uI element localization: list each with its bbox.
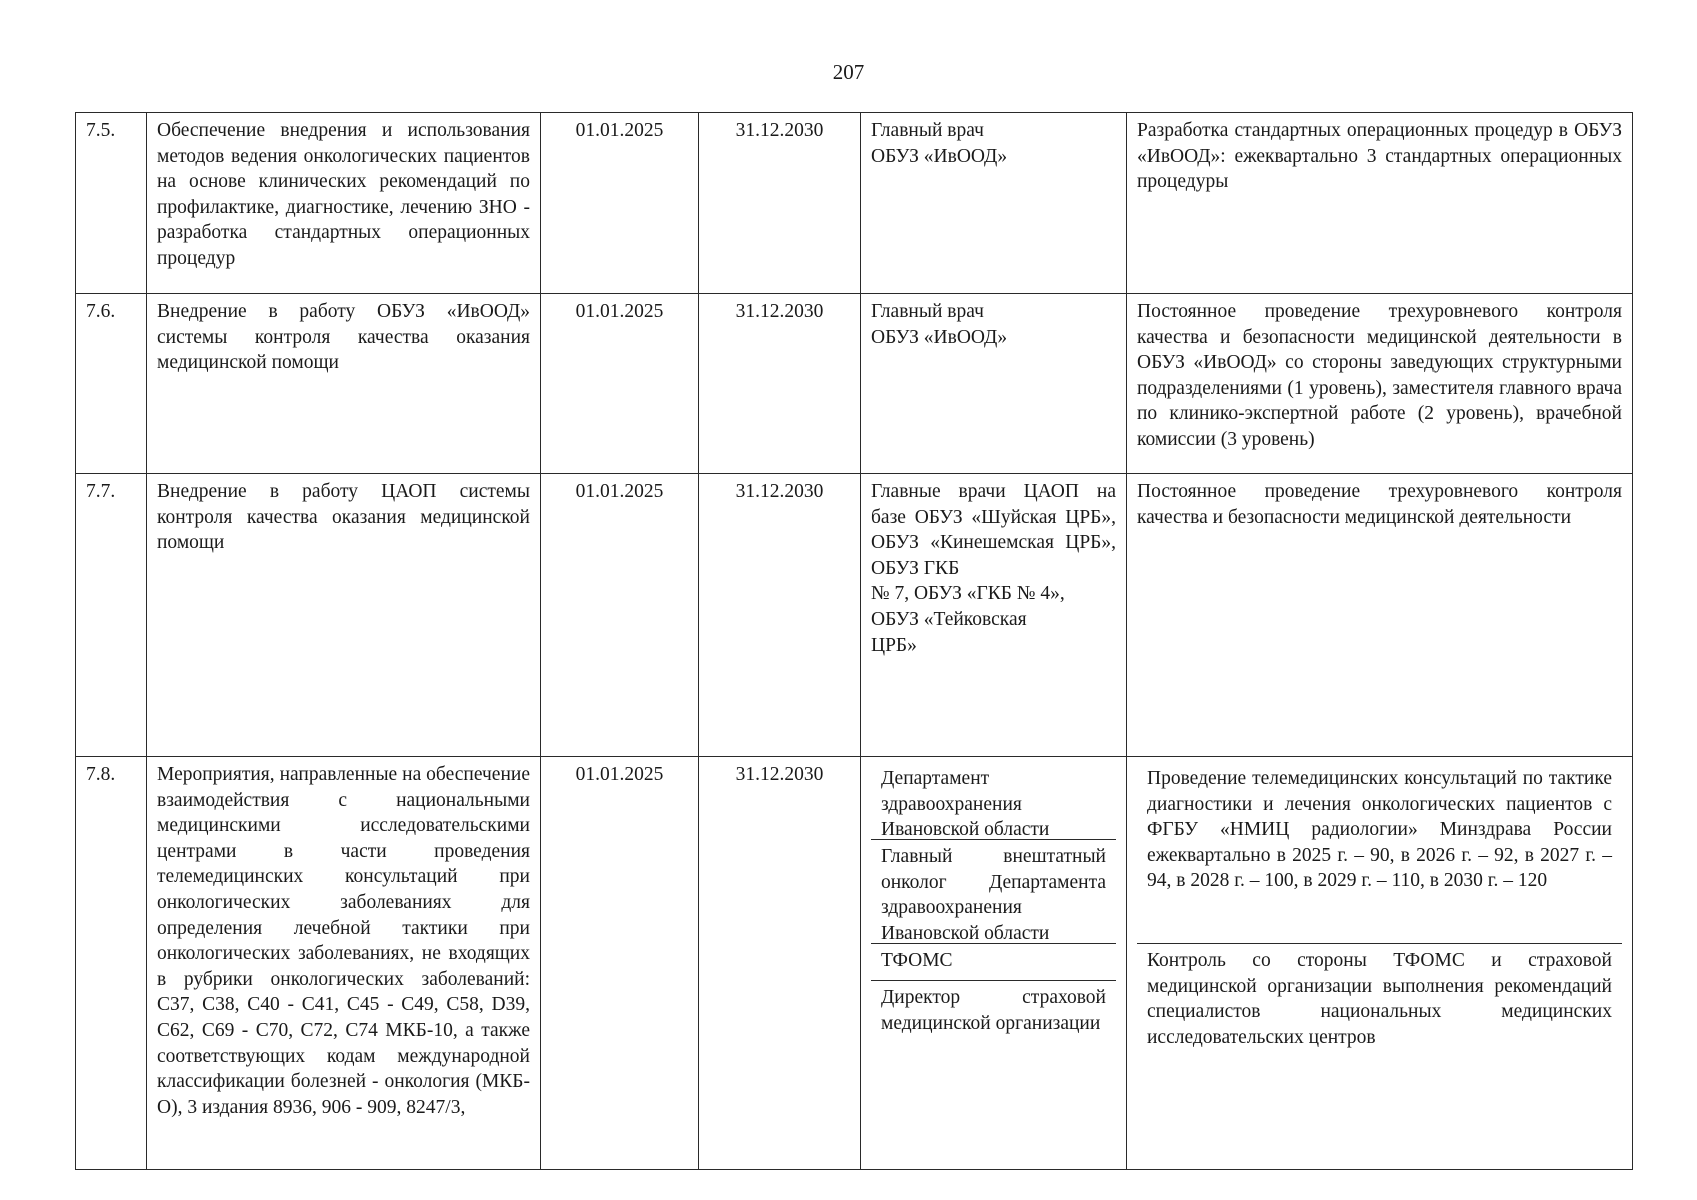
activity-cell: Внедрение в работу ЦАОП системы контроля качества оказания медицинской помощи	[147, 474, 541, 757]
responsible-part: ТФОМС	[871, 944, 1116, 981]
responsible-line: ОБУЗ «ИвООД»	[871, 326, 1008, 348]
row-number: 7.6.	[76, 294, 147, 474]
responsible-cell	[861, 294, 1127, 474]
responsible-line: Главный врач	[871, 120, 984, 141]
responsible-line: № 7, ОБУЗ «ГКБ № 4»,	[871, 583, 1065, 605]
activities-table	[75, 112, 1633, 1170]
result-cell: Постоянное проведение трехуровневого контроля качества и безопасности медицинской деятельности в ОБУЗ «ИвООД» со стороны заведующих структурными подразделениями (1 уровень), заместителя главного врача по клинико-экспертной работе (2 уровень), врачебной комиссии (3 уровень)	[1127, 294, 1633, 474]
responsible-line: Главные врачи ЦАОП на базе ОБУЗ «Шуйская ЦРБ»,	[871, 481, 1116, 528]
start-date: 01.01.2025	[541, 294, 699, 474]
responsible-part: Директор страховой медицинской организации	[881, 987, 1106, 1034]
responsible-cell	[861, 474, 1127, 757]
activity-cell: Мероприятия, направленные на обеспечение взаимодействия с национальными медицинскими исследовательскими центрами в части проведения телемедицинских консультаций при онкологических заболеваниях для определения лечебной тактики при онкологических заболеваниях, не входящих в рубрики онкологических заболеваний: C37, C38, C40 - C41, C45 - C49, C58, D39, C62, C69 - C70, C72, C74 МКБ-10, а также соответствующих кодам международной классификации болезней - онкология (МКБ-О), 3 издания 8936, 906 - 909, 8247/3,	[147, 757, 541, 1170]
responsible-line: ОБУЗ «Тейковская	[871, 608, 1027, 630]
start-date: 01.01.2025	[541, 757, 699, 1170]
responsible-cell	[861, 757, 1127, 1170]
start-date: 01.01.2025	[541, 474, 699, 757]
end-date: 31.12.2030	[699, 113, 861, 294]
table-row	[76, 757, 1633, 1170]
end-date: 31.12.2030	[699, 294, 861, 474]
table-row	[76, 113, 1633, 294]
result-part: Проведение телемедицинских консультаций по тактике диагностики и лечения онкологических пациентов с ФГБУ «НМИЦ радиологии» Минздрава России ежеквартально в 2025 г. – 90, в 2026 г. – 92, в 2027 г. – 94, в 2028 г. – 100, в 2029 г. – 110, в 2030 г. – 120	[1137, 762, 1622, 944]
end-date: 31.12.2030	[699, 757, 861, 1170]
responsible-line: ОБУЗ «ИвООД»	[871, 145, 1008, 167]
responsible-part: Главный внештатный онколог Департамента здравоохранения Ивановской области	[871, 840, 1116, 944]
row-number: 7.5.	[76, 113, 147, 294]
table-row	[76, 294, 1633, 474]
responsible-line: Главный врач	[871, 301, 984, 322]
responsible-cell	[861, 113, 1127, 294]
result-part: Контроль со стороны ТФОМС и страховой медицинской организации выполнения рекомендаций специалистов национальных медицинских исследовательских центров	[1147, 950, 1612, 1048]
responsible-line: ЦРБ»	[871, 634, 917, 656]
row-number: 7.8.	[76, 757, 147, 1170]
responsible-part: Департамент здравоохранения Ивановской области	[871, 762, 1116, 840]
start-date: 01.01.2025	[541, 113, 699, 294]
row-number: 7.7.	[76, 474, 147, 757]
table-row	[76, 474, 1633, 757]
responsible-line: ОБУЗ «Кинешемская ЦРБ», ОБУЗ ГКБ	[871, 532, 1116, 579]
result-cell	[1127, 757, 1633, 1170]
page-number: 207	[832, 60, 865, 84]
activity-cell: Обеспечение внедрения и использования методов ведения онкологических пациентов на основе клинических рекомендаций по профилактике, диагностике, лечению ЗНО - разработка стандартных операционных процедур	[147, 113, 541, 294]
result-cell: Постоянное проведение трехуровневого контроля качества и безопасности медицинской деятельности	[1127, 474, 1633, 757]
end-date: 31.12.2030	[699, 474, 861, 757]
result-cell: Разработка стандартных операционных процедур в ОБУЗ «ИвООД»: ежеквартально 3 стандартных операционных процедуры	[1127, 113, 1633, 294]
activity-cell: Внедрение в работу ОБУЗ «ИвООД» системы контроля качества оказания медицинской помощи	[147, 294, 541, 474]
